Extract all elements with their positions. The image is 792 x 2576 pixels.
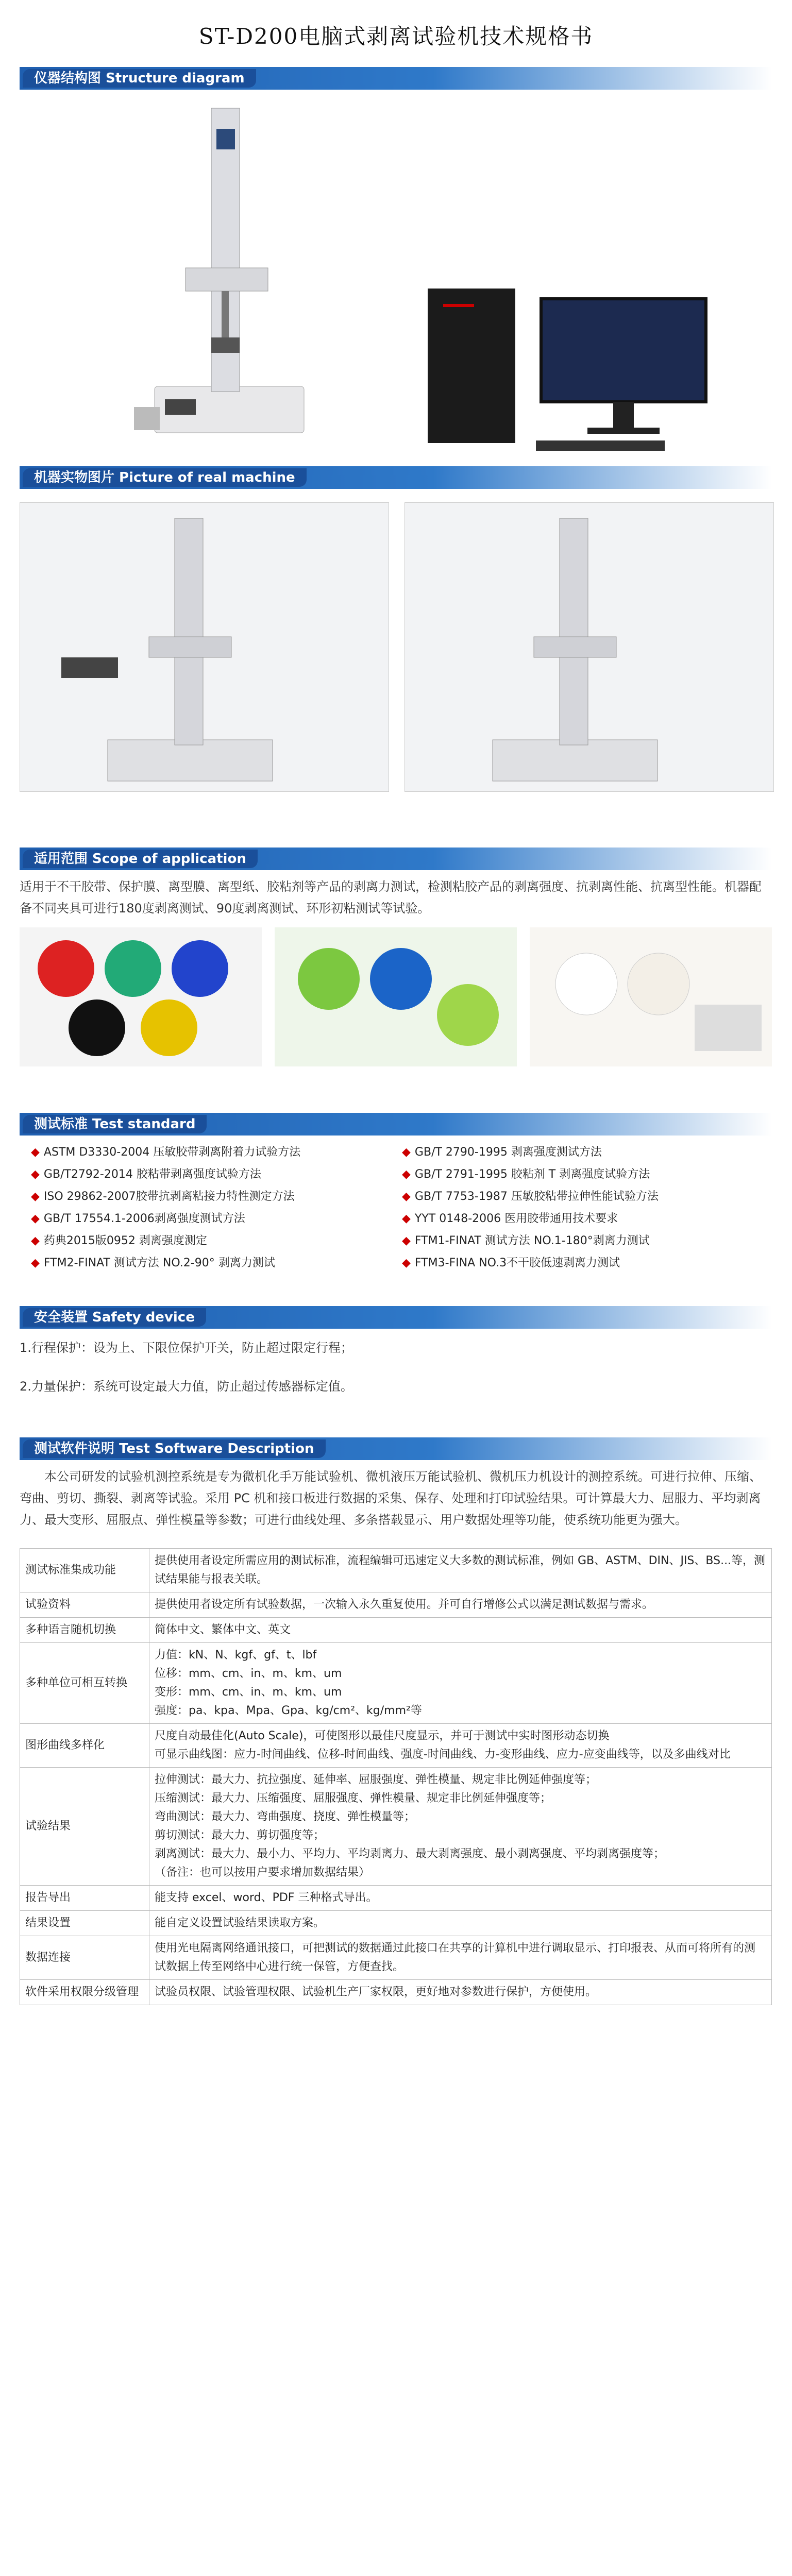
document-title: ST-D200电脑式剥离试验机技术规格书 <box>198 24 594 49</box>
table-value: 尺度自动最佳化(Auto Scale)，可使图形以最佳尺度显示，并可于测试中实时图形动态切换 可显示曲线图：应力-时间曲线、位移-时间曲线、强度-时间曲线、力-变形曲线、应力-应变曲线等，以及多曲线对比 <box>149 1724 772 1768</box>
standard-item: ◆ 药典2015版0952 剥离强度测定 <box>31 1234 207 1247</box>
table-key: 测试标准集成功能 <box>20 1549 149 1592</box>
standard-item: ◆ FTM1-FINAT 测试方法 NO.1-180°剥离力测试 <box>402 1234 650 1247</box>
safety-item: 1.行程保护：设为上、下限位保护开关，防止超过限定行程； <box>20 1341 353 1355</box>
table-key: 试验资料 <box>20 1592 149 1618</box>
table-value: 试验员权限、试验管理权限、试验机生产厂家权限，更好地对参数进行保护，方便使用。 <box>149 1980 772 2005</box>
section-header-scope <box>20 848 772 870</box>
table-row <box>20 1643 772 1724</box>
table-key: 多种单位可相互转换 <box>20 1643 149 1724</box>
standard-item: ◆ GB/T 2791-1995 胶粘剂 T 剥离强度试验方法 <box>402 1168 650 1181</box>
machine-illustration <box>134 98 319 438</box>
table-key: 结果设置 <box>20 1911 149 1936</box>
section-header-real <box>20 466 772 489</box>
standard-item: ◆ GB/T 2790-1995 剥离强度测试方法 <box>402 1146 602 1159</box>
section-header-software <box>20 1437 772 1460</box>
standard-item: ◆ ASTM D3330-2004 压敏胶带剥离附着力试验方法 <box>31 1146 301 1159</box>
table-row <box>20 1936 772 1980</box>
section-label: 仪器结构图 Structure diagram <box>23 69 256 88</box>
table-value: 力值：kN、N、kgf、gf、t、lbf 位移：mm、cm、in、m、km、um 变形：mm、cm、in、m、km、um 强度：pa、kpa、Mpa、Gpa、kg/cm²、kg/mm²等 <box>149 1643 772 1724</box>
table-value: 能支持 excel、word、PDF 三种格式导出。 <box>149 1886 772 1911</box>
table-value: 使用光电隔离网络通讯接口，可把测试的数据通过此接口在共享的计算机中进行调取显示、打印报表、从而可将所有的测试数据上传至网络中心进行统一保管，方便查找。 <box>149 1936 772 1980</box>
machine-photo-left <box>20 502 389 792</box>
standard-item: ◆ ISO 29862-2007胶带抗剥离粘接力特性测定方法 <box>31 1190 295 1203</box>
computer-illustration <box>423 289 711 453</box>
standard-list <box>31 1141 773 1274</box>
section-label: 测试标准 Test standard <box>23 1115 207 1133</box>
section-label: 安全装置 Safety device <box>23 1308 206 1327</box>
standard-item: ◆ FTM2-FINAT 测试方法 NO.2-90° 剥离力测试 <box>31 1257 275 1269</box>
table-row <box>20 1549 772 1592</box>
table-row <box>20 1886 772 1911</box>
table-key: 报告导出 <box>20 1886 149 1911</box>
software-table <box>20 1548 772 2005</box>
standard-item: ◆ GB/T2792-2014 胶粘带剥离强度试验方法 <box>31 1168 261 1181</box>
software-intro: 本公司研发的试验机测控系统是专为微机化手万能试验机、微机液压万能试验机、微机压力机设计的测控系统。可进行拉伸、压缩、弯曲、剪切、撕裂、剥离等试验。采用 PC 机和接口板进行数据的采集、保存、处理和打印试验结果。可计算最大力、屈服力、平均剥离力、最大变形、屈服点、弹性模量等参数；可进行曲线处理、多条搭载显示、用户数据处理等功能，使系统功能更为强大。 <box>20 1469 762 1527</box>
product-photos <box>20 927 772 1066</box>
section-header-structure <box>20 67 772 90</box>
section-label: 测试软件说明 Test Software Description <box>23 1439 326 1458</box>
standard-item: ◆ YYT 0148-2006 医用胶带通用技术要求 <box>402 1212 618 1225</box>
table-row <box>20 1768 772 1886</box>
table-value: 提供使用者设定所有试验数据，一次输入永久重复使用。并可自行增修公式以满足测试数据与需求。 <box>149 1592 772 1618</box>
section-label: 机器实物图片 Picture of real machine <box>23 468 307 487</box>
table-row <box>20 1724 772 1768</box>
section-header-safety <box>20 1306 772 1329</box>
section-header-standard <box>20 1113 772 1136</box>
table-key: 软件采用权限分级管理 <box>20 1980 149 2005</box>
table-row <box>20 1911 772 1936</box>
scope-text: 适用于不干胶带、保护膜、离型膜、离型纸、胶粘剂等产品的剥离力测试，检测粘胶产品的剥离强度、抗剥离性能、抗离型性能。机器配备不同夹具可进行180度剥离测试、90度剥离测试、环形初粘测试等试验。 <box>20 879 762 916</box>
table-row <box>20 1980 772 2005</box>
table-key: 图形曲线多样化 <box>20 1724 149 1768</box>
table-value: 提供使用者设定所需应用的测试标准，流程编辑可迅速定义大多数的测试标准，例如 GB、ASTM、DIN、JIS、BS...等，测试结果能与报表关联。 <box>149 1549 772 1592</box>
machine-photo-right <box>405 502 774 792</box>
standard-item: ◆ FTM3-FINA NO.3不干胶低速剥离力测试 <box>402 1257 620 1269</box>
table-key: 数据连接 <box>20 1936 149 1980</box>
table-value: 简体中文、繁体中文、英文 <box>149 1618 772 1643</box>
standard-item: ◆ GB/T 17554.1-2006剥离强度测试方法 <box>31 1212 245 1225</box>
table-key: 多种语言随机切换 <box>20 1618 149 1643</box>
table-value: 拉伸测试：最大力、抗拉强度、延伸率、屈服强度、弹性模量、规定非比例延伸强度等； 压缩测试：最大力、压缩强度、屈服强度、弹性模量、规定非比例延伸强度等； 弯曲测试：最大力、弯曲强度、挠度、弹性模量等； 剪切测试：最大力、剪切强度等； 剥离测试：最大力、最小力、平均力、平均剥离力、最大剥离强度、最小剥离强度、平均剥离强度等； （备注：也可以按用户要求增加数据结果） <box>149 1768 772 1886</box>
standard-item: ◆ GB/T 7753-1987 压敏胶粘带拉伸性能试验方法 <box>402 1190 659 1203</box>
table-key: 试验结果 <box>20 1768 149 1886</box>
table-value: 能自定义设置试验结果读取方案。 <box>149 1911 772 1936</box>
table-row <box>20 1592 772 1618</box>
table-row <box>20 1618 772 1643</box>
section-label: 适用范围 Scope of application <box>23 850 258 868</box>
safety-item: 2.力量保护：系统可设定最大力值，防止超过传感器标定值。 <box>20 1379 353 1394</box>
